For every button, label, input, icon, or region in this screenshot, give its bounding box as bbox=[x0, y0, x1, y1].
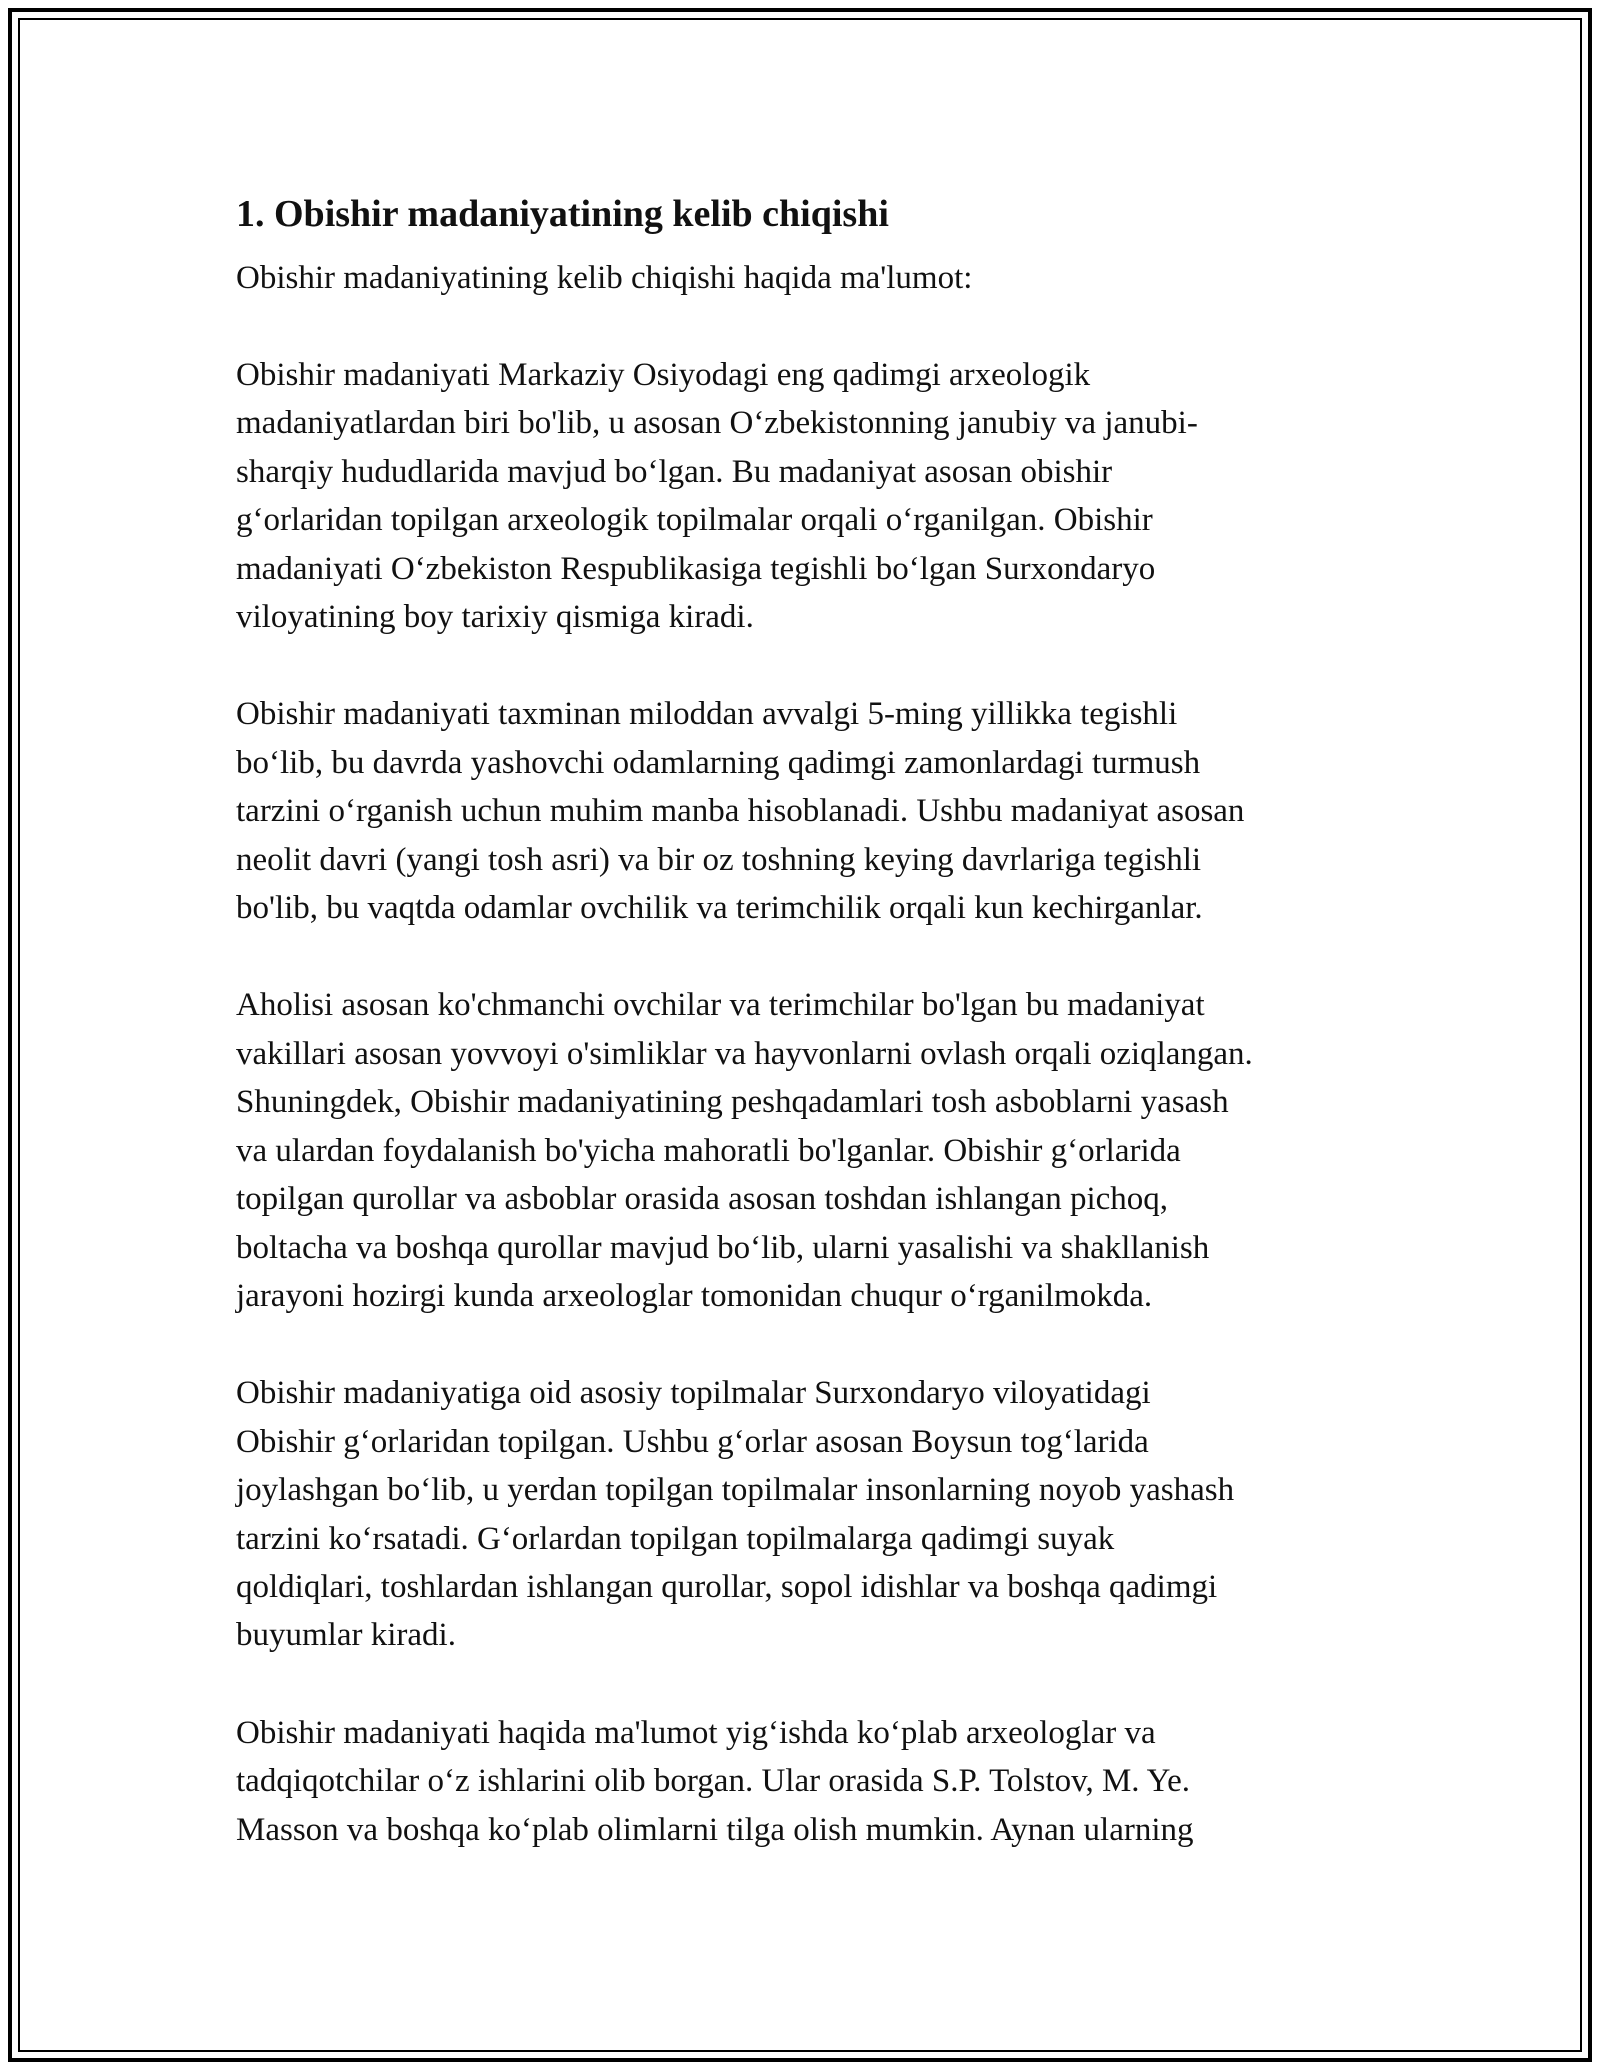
paragraph-4 bbox=[236, 1369, 1386, 1659]
paragraph-line: Aholisi asosan ko'chmanchi ovchilar va terimchilar bo'lgan bu madaniyat bbox=[236, 987, 1205, 1024]
paragraph-line: bo‘lib, bu davrda yashovchi odamlarning qadimgi zamonlardagi turmush bbox=[236, 744, 1201, 781]
paragraph-line: vakillari asosan yovvoyi o'simliklar va hayvonlarni ovlash orqali oziqlangan. bbox=[236, 1035, 1253, 1072]
paragraph-line: boltacha va boshqa qurollar mavjud bo‘lib, ularni yasalishi va shakllanish bbox=[236, 1229, 1210, 1266]
paragraph-line: Obishir madaniyati haqida ma'lumot yig‘ishda ko‘plab arxeologlar va bbox=[236, 1714, 1156, 1751]
paragraph-line: neolit davri (yangi tosh asri) va bir oz toshning keying davrlariga tegishli bbox=[236, 841, 1202, 878]
paragraph-line: Obishir madaniyati taxminan miloddan avvalgi 5-ming yillikka tegishli bbox=[236, 696, 1178, 733]
paragraph-line: Masson va boshqa ko‘plab olimlarni tilga olish mumkin. Aynan ularning bbox=[236, 1811, 1194, 1848]
paragraph-line: qoldiqlari, toshlardan ishlangan qurollar, sopol idishlar va boshqa qadimgi bbox=[236, 1568, 1218, 1605]
paragraph-line: topilgan qurollar va asboblar orasida asosan toshdan ishlangan pichoq, bbox=[236, 1181, 1169, 1218]
paragraph-line: Obishir madaniyati Markaziy Osiyodagi eng qadimgi arxeologik bbox=[236, 357, 1091, 393]
paragraph-line: tarzini ko‘rsatadi. G‘orlardan topilgan topilmalarga qadimgi suyak bbox=[236, 1520, 1115, 1557]
paragraph-line: tadqiqotchilar o‘z ishlarini olib borgan. Ular orasida S.P. Tolstov, M. Ye. bbox=[236, 1763, 1191, 1800]
paragraph-line: g‘orlaridan topilgan arxeologik topilmalar orqali o‘rganilgan. Obishir bbox=[236, 502, 1153, 539]
paragraph-line: madaniyati O‘zbekiston Respublikasiga tegishli bo‘lgan Surxondaryo bbox=[236, 550, 1156, 587]
paragraph-5 bbox=[236, 1709, 1386, 1854]
paragraph-3 bbox=[236, 981, 1386, 1320]
intro-text: Obishir madaniyatining kelib chiqishi haqida ma'lumot: bbox=[236, 260, 973, 296]
paragraph-line: Shuningdek, Obishir madaniyatining peshqadamlari tosh asboblarni yasash bbox=[236, 1084, 1229, 1121]
document-title: 1. Obishir madaniyatining kelib chiqishi bbox=[236, 193, 889, 235]
paragraph-line: Obishir madaniyatiga oid asosiy topilmalar Surxondaryo viloyatidagi bbox=[236, 1375, 1151, 1412]
paragraph-line: va ulardan foydalanish bo'yicha mahoratli bo'lganlar. Obishir g‘orlarida bbox=[236, 1132, 1181, 1169]
paragraph-line: madaniyatlardan biri bo'lib, u asosan O‘zbekistonning janubiy va janubi- bbox=[236, 405, 1198, 442]
document-content bbox=[236, 186, 1386, 1854]
paragraph-line: tarzini o‘rganish uchun muhim manba hisoblanadi. Ushbu madaniyat asosan bbox=[236, 793, 1245, 830]
paragraph-line: viloyatining boy tarixiy qismiga kiradi. bbox=[236, 599, 754, 636]
paragraph-line: Obishir g‘orlaridan topilgan. Ushbu g‘orlar asosan Boysun tog‘larida bbox=[236, 1423, 1149, 1460]
paragraph-line: jarayoni hozirgi kunda arxeologlar tomonidan chuqur o‘rganilmokda. bbox=[236, 1277, 1153, 1314]
paragraph-1 bbox=[236, 351, 1386, 641]
paragraph-2 bbox=[236, 690, 1386, 932]
paragraph-line: joylashgan bo‘lib, u yerdan topilgan topilmalar insonlarning noyob yashash bbox=[236, 1472, 1235, 1509]
paragraph-line: sharqiy hududlarida mavjud bo‘lgan. Bu madaniyat asosan obishir bbox=[236, 453, 1113, 490]
paragraph-line: bo'lib, bu vaqtda odamlar ovchilik va terimchilik orqali kun kechirganlar. bbox=[236, 890, 1203, 927]
paragraph-line: buyumlar kiradi. bbox=[236, 1617, 456, 1654]
